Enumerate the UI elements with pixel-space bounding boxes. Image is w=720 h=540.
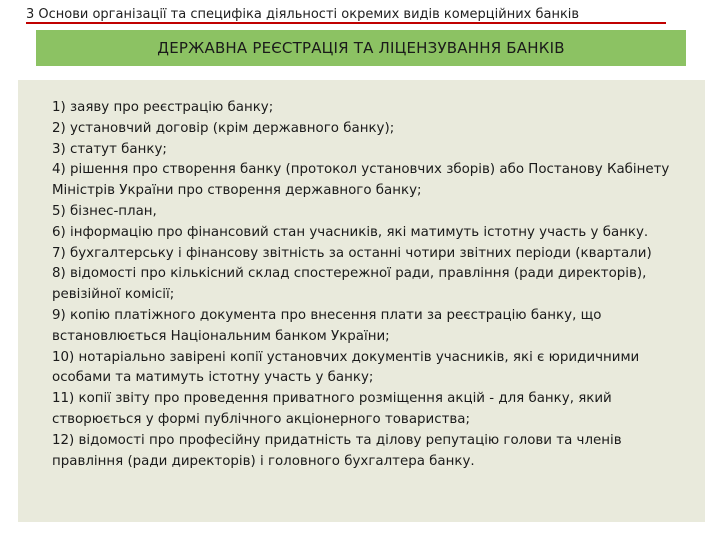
requirements-list (52, 98, 692, 472)
list-item: 6) інформацію про фінансовий стан учасників, які матимуть істотну участь у банку. (52, 224, 649, 240)
list-item: 12) відомості про професійну придатність та ділову репутацію голови та членів правління (ради директорів) і головного бухгалтера банку. (52, 432, 622, 469)
slide-title: ДЕРЖАВНА РЕЄСТРАЦІЯ ТА ЛІЦЕНЗУВАННЯ БАНКІВ (157, 39, 565, 57)
list-item: 4) рішення про створення банку (протокол установчих зборів) або Постанову Кабінету Міністрів України про створення державного банку; (52, 162, 670, 199)
list-item: 1) заяву про реєстрацію банку; (52, 100, 274, 115)
list-item: 7) бухгалтерську і фінансову звітність за останні чотири звітних періоди (квартали) (52, 245, 652, 261)
page-caption: 3 Основи організації та специфіка діяльності окремих видів комерційних банків (26, 2, 666, 24)
list-item: 9) копію платіжного документа про внесення плати за реєстрацію банку, що встановлюється Національним банком України; (52, 307, 602, 344)
list-item: 10) нотаріально завірені копії установчих документів учасників, які є юридичними особами та матимуть істотну участь у банку; (52, 349, 640, 386)
slide-title-bar (36, 30, 686, 66)
list-item: 11) копії звіту про проведення приватного розміщення акцій - для банку, який створюється у формі публічного акціонерного товариства; (52, 391, 612, 427)
list-item: 5) бізнес-план, (52, 203, 157, 219)
list-item: 3) статут банку; (52, 141, 167, 157)
content-panel (18, 80, 705, 522)
list-item: 8) відомості про кількісний склад спостережної ради, правління (ради директорів), ревізійної комісії; (52, 266, 647, 303)
list-item: 2) установчий договір (крім державного банку); (52, 120, 395, 136)
